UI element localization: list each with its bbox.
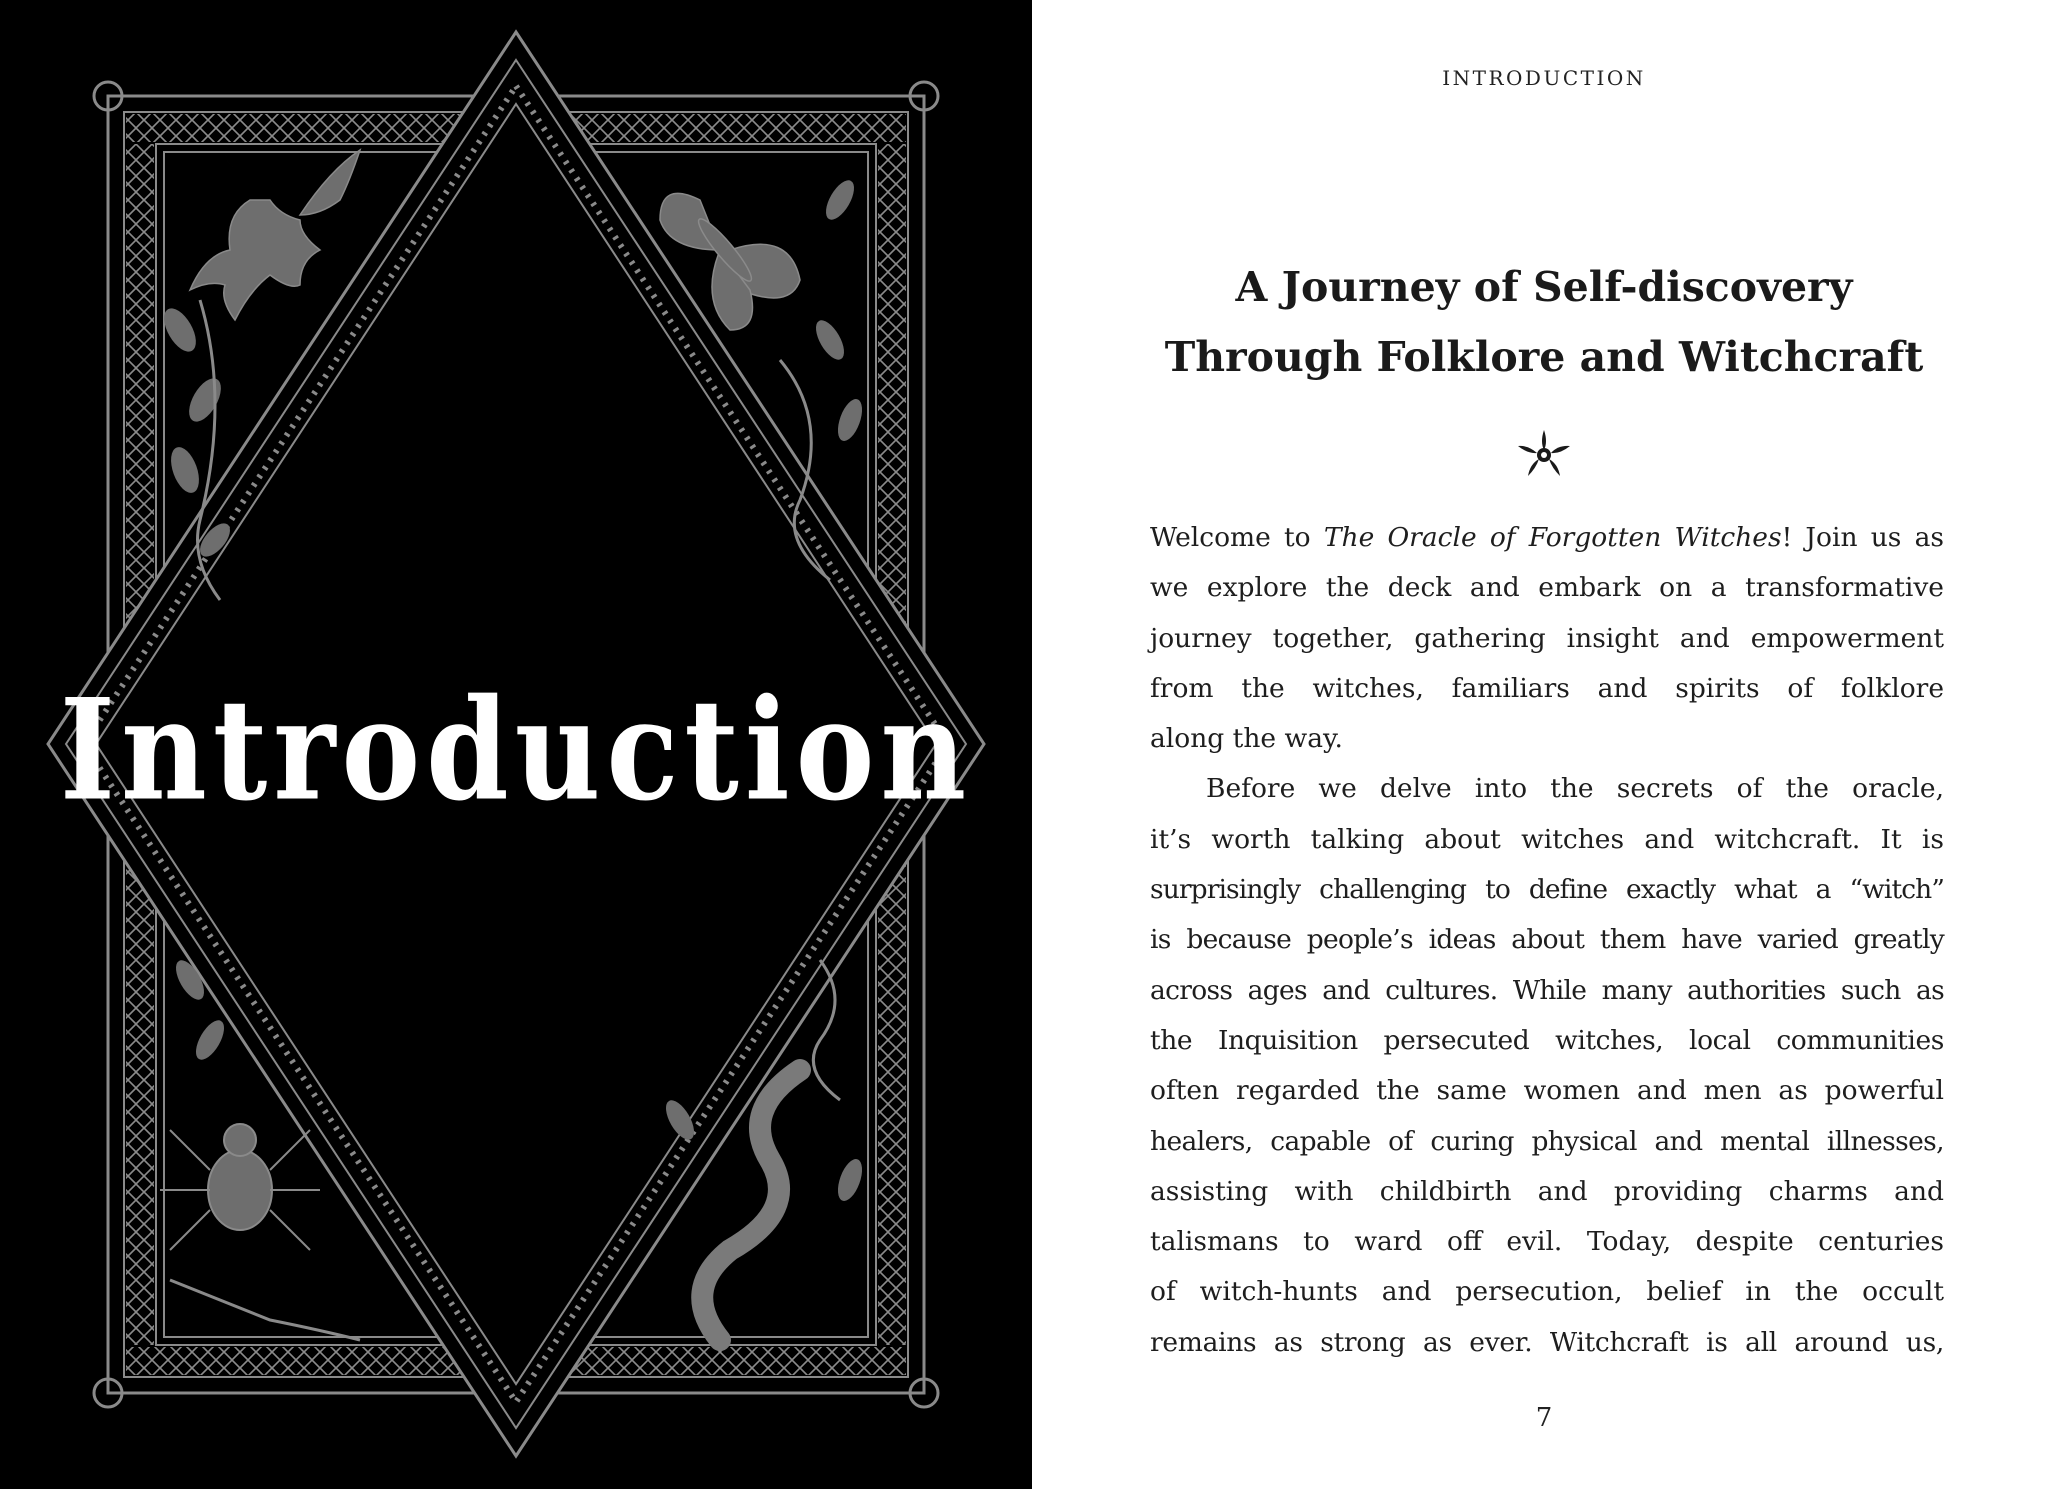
text-line: Before we delve into the secrets of the oracle, bbox=[1206, 773, 1944, 805]
text-line: healers, capable of curing physical and mental illnesses, bbox=[1150, 1125, 1944, 1157]
spider-icon bbox=[160, 1124, 320, 1250]
text-line: assisting with childbirth and providing charms and bbox=[1150, 1175, 1944, 1207]
paragraph bbox=[1150, 764, 1944, 1368]
paragraph bbox=[1150, 513, 1944, 764]
text-line: from the witches, familiars and spirits of folklore bbox=[1150, 672, 1944, 704]
star-flower-icon bbox=[1514, 428, 1574, 480]
text-line: surprisingly challenging to define exactly what a “witch” bbox=[1150, 874, 1944, 906]
book-title: The Oracle of Forgotten Witches bbox=[1323, 522, 1782, 553]
text-page bbox=[1032, 0, 2056, 1489]
chapter-title: Introduction bbox=[59, 667, 973, 832]
text-line: is because people’s ideas about them have varied greatly bbox=[1150, 924, 1944, 956]
text-line: the Inquisition persecuted witches, local communities bbox=[1150, 1024, 1944, 1056]
text-line: along the way. bbox=[1150, 723, 1343, 755]
text-line: of witch-hunts and persecution, belief in the occult bbox=[1150, 1276, 1944, 1308]
text-line: it’s worth talking about witches and witchcraft. It is bbox=[1150, 823, 1944, 855]
text-line: across ages and cultures. While many authorities such as bbox=[1150, 974, 1944, 1006]
text-line: remains as strong as ever. Witchcraft is all around us, bbox=[1150, 1326, 1944, 1358]
body-text bbox=[1150, 513, 1944, 1368]
text-line: journey together, gathering insight and empowerment bbox=[1150, 622, 1944, 654]
text-line: we explore the deck and embark on a transformative bbox=[1150, 572, 1944, 604]
text-run: ! Join us as bbox=[1781, 522, 1945, 553]
text-line: often regarded the same women and men as powerful bbox=[1150, 1075, 1944, 1107]
page-number: 7 bbox=[1535, 1403, 1553, 1433]
page-heading bbox=[1142, 252, 1946, 392]
heading-line-2: Through Folklore and Witchcraft bbox=[1164, 333, 1924, 381]
heading-line-1: A Journey of Self-discovery bbox=[1235, 263, 1853, 311]
text-line: talismans to ward off evil. Today, despite centuries bbox=[1150, 1226, 1944, 1258]
running-head: INTRODUCTION bbox=[1442, 66, 1646, 90]
text-run: Welcome to bbox=[1150, 522, 1324, 553]
text-line bbox=[1150, 513, 1944, 563]
bat-icon bbox=[190, 150, 360, 320]
